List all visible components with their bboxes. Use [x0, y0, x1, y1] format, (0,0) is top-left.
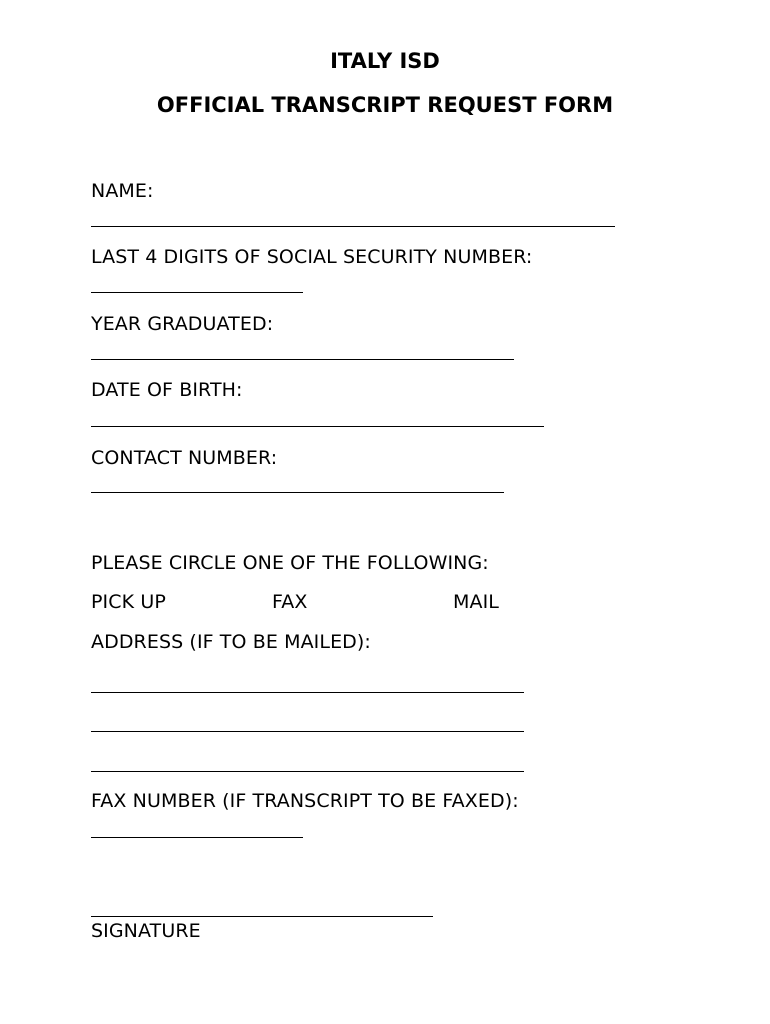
delivery-prompt: PLEASE CIRCLE ONE OF THE FOLLOWING: [91, 552, 489, 574]
year-graduated-label: YEAR GRADUATED: [91, 313, 274, 335]
name-label: NAME: [91, 180, 154, 202]
date-of-birth-line[interactable] [91, 426, 544, 427]
address-line-2[interactable] [91, 731, 524, 732]
year-graduated-line[interactable] [91, 359, 514, 360]
option-fax[interactable]: FAX [272, 591, 308, 613]
date-of-birth-label: DATE OF BIRTH: [91, 379, 243, 401]
contact-number-label: CONTACT NUMBER: [91, 447, 278, 469]
address-line-3[interactable] [91, 771, 524, 772]
address-label: ADDRESS (IF TO BE MAILED): [91, 631, 371, 653]
ssn-label: LAST 4 DIGITS OF SOCIAL SECURITY NUMBER: [91, 246, 533, 268]
fax-number-label: FAX NUMBER (IF TRANSCRIPT TO BE FAXED): [91, 790, 519, 812]
contact-number-line[interactable] [91, 492, 504, 493]
option-pick-up[interactable]: PICK UP [91, 591, 166, 613]
option-mail[interactable]: MAIL [453, 591, 499, 613]
ssn-line[interactable] [91, 292, 303, 293]
name-line[interactable] [91, 226, 615, 227]
address-line-1[interactable] [91, 692, 524, 693]
form-title: OFFICIAL TRANSCRIPT REQUEST FORM [156, 93, 614, 117]
signature-line[interactable] [91, 916, 433, 917]
school-name: ITALY ISD [330, 49, 440, 73]
signature-label: SIGNATURE [91, 920, 201, 942]
fax-number-line[interactable] [91, 837, 303, 838]
